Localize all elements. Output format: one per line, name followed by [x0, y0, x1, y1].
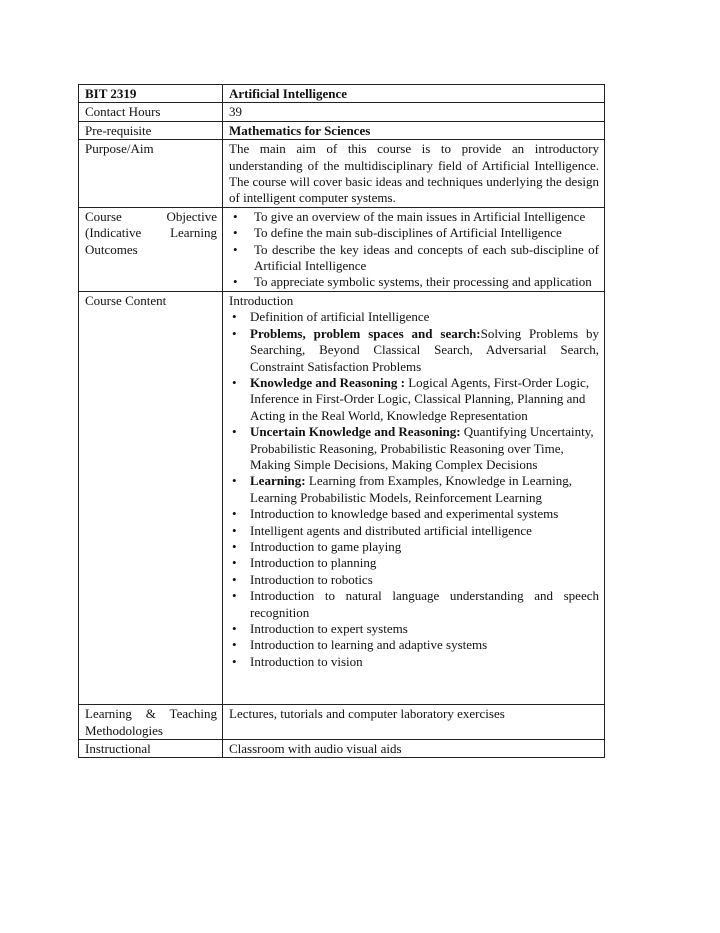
list-item	[229, 424, 599, 473]
topic-text: Introduction to game playing	[250, 538, 402, 554]
list-item	[229, 473, 599, 506]
methods-label-line: Learning & Teaching	[85, 706, 217, 722]
purpose-label: Purpose/Aim	[79, 140, 223, 208]
list-item	[229, 572, 599, 588]
topic-text: Introduction to planning	[250, 555, 377, 571]
topic-text: Introduction to vision	[250, 653, 363, 669]
list-item: • To describe the key ideas and concepts of each sub-discipline of Artificial Intelligence	[229, 242, 599, 275]
topic-text: Logical Agents, First-Order Logic, Inference in First-Order Logic, Classical Planning, Planning and Acting in the Real World, Knowledge Representation	[250, 374, 590, 423]
objectives-list-cell	[223, 207, 605, 291]
topic-heading: Uncertain Knowledge and Reasoning:	[250, 424, 461, 440]
content-cell	[223, 291, 605, 704]
contact-hours-value: 39	[223, 103, 605, 121]
course-code: BIT 2319	[79, 85, 223, 103]
table-row-code	[79, 85, 605, 103]
methods-value: Lectures, tutorials and computer laboratory exercises	[223, 705, 605, 740]
topic-text: Quantifying Uncertainty, Probabilistic Reasoning, Probabilistic Reasoning over Time, Making Simple Decisions, Making Complex Decisions	[250, 424, 594, 472]
list-item	[229, 621, 599, 637]
topic-text: Solving Problems by Searching, Beyond Classical Search, Adversarial Search, Constraint Satisfaction Problems	[250, 325, 599, 374]
list-item	[229, 588, 599, 621]
objectives-label-line: Course Objective	[85, 208, 217, 224]
topic-text: Learning from Examples, Knowledge in Learning, Learning Probabilistic Models, Reinforcement Learning	[250, 473, 573, 505]
table-row-purpose	[79, 140, 605, 208]
methods-label-line: Methodologies	[85, 722, 163, 738]
list-item	[229, 375, 599, 424]
table-row-content	[79, 291, 605, 704]
topic-heading: Problems, problem spaces and search:	[250, 325, 481, 341]
topic-text: Intelligent agents and distributed artificial intelligence	[250, 522, 532, 538]
list-item	[229, 523, 599, 539]
objectives-label-line: Outcomes	[85, 241, 138, 257]
topic-text: Definition of artificial Intelligence	[250, 309, 430, 325]
content-spacer	[229, 670, 599, 704]
methods-label	[79, 705, 223, 740]
content-intro: Introduction	[229, 292, 294, 308]
topic-text: Introduction to natural language understanding and speech recognition	[250, 588, 599, 620]
table-row-methods	[79, 705, 605, 740]
prerequisite-value: Mathematics for Sciences	[223, 121, 605, 139]
topic-text: Introduction to robotics	[250, 571, 373, 587]
table-row-instructional	[79, 740, 605, 758]
topic-text: Introduction to expert systems	[250, 621, 408, 636]
list-item: • To define the main sub-disciplines of Artificial Intelligence	[229, 225, 599, 241]
content-label: Course Content	[79, 291, 223, 704]
list-item	[229, 539, 599, 555]
prerequisite-label: Pre-requisite	[79, 121, 223, 139]
topic-heading: Learning:	[250, 473, 306, 489]
list-item	[229, 555, 599, 571]
table-row-prerequisite	[79, 121, 605, 139]
instructional-value: Classroom with audio visual aids	[223, 740, 605, 758]
table-row-contact-hours	[79, 103, 605, 121]
topic-text: Introduction to learning and adaptive systems	[250, 637, 488, 653]
topic-heading: Knowledge and Reasoning :	[250, 374, 405, 390]
list-item: • To appreciate symbolic systems, their processing and application	[229, 274, 599, 290]
list-item	[229, 309, 599, 325]
objectives-label	[79, 207, 223, 291]
list-item	[229, 654, 599, 670]
content-list	[229, 309, 599, 670]
instructional-label: Instructional	[79, 740, 223, 758]
course-title: Artificial Intelligence	[223, 85, 605, 103]
list-item: • To give an overview of the main issues in Artificial Intelligence	[229, 209, 599, 225]
objectives-list	[229, 209, 599, 291]
objectives-label-line: (Indicative Learning	[85, 225, 217, 241]
list-item	[229, 637, 599, 653]
list-item	[229, 326, 599, 375]
contact-hours-label: Contact Hours	[79, 103, 223, 121]
course-outline-table	[78, 84, 605, 758]
topic-text: Introduction to knowledge based and experimental systems	[250, 506, 559, 522]
table-row-objectives	[79, 207, 605, 291]
list-item	[229, 506, 599, 522]
purpose-value: The main aim of this course is to provide an introductory understanding of the multidisciplinary field of Artificial Intelligence. The course will cover basic ideas and techniques underlying the design of intelligent computer systems.	[223, 140, 605, 208]
